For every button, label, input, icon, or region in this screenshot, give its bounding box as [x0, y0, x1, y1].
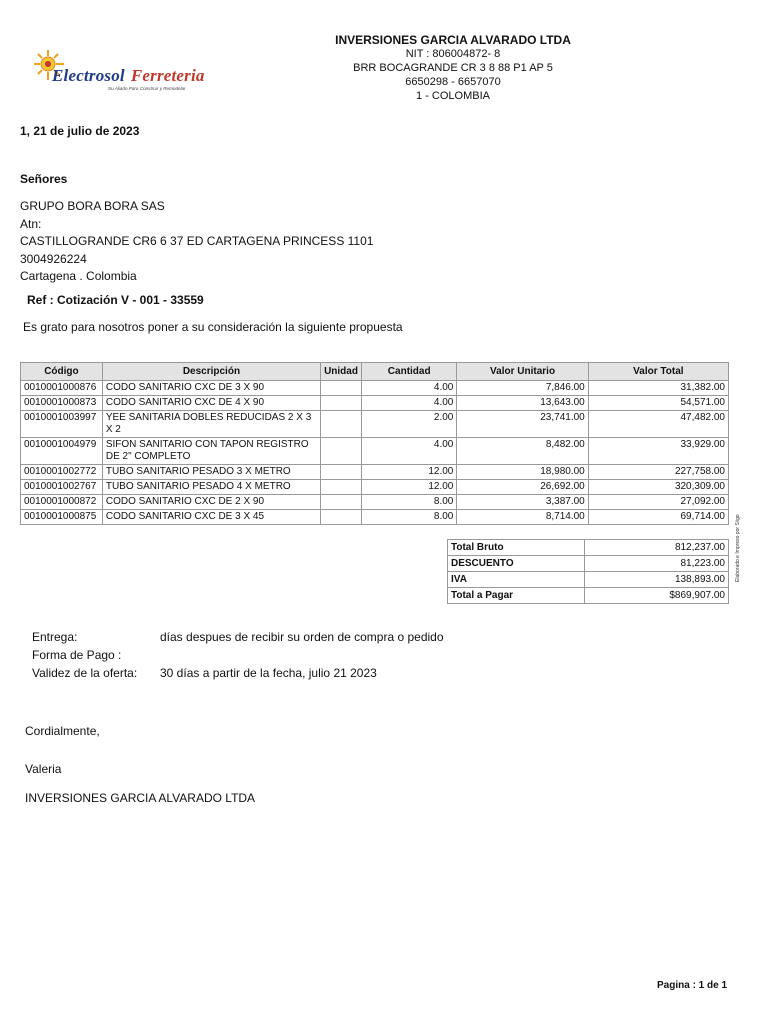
cell-cantidad: 8.00 — [362, 510, 457, 525]
total-a-pagar-label: Total a Pagar — [448, 588, 585, 604]
cell-unidad — [321, 510, 362, 525]
logo-name-main: Electrosol — [52, 66, 125, 85]
totals-table — [447, 539, 729, 604]
logo-tagline: Su Aliado Para Construir y Remodelar — [108, 86, 186, 91]
cell-descripcion: TUBO SANITARIO PESADO 3 X METRO — [102, 465, 320, 480]
cell-cantidad: 12.00 — [362, 480, 457, 495]
cell-cantidad: 8.00 — [362, 495, 457, 510]
company-country: 1 - COLOMBIA — [416, 90, 490, 102]
total-bruto-value: 812,237.00 — [585, 540, 729, 556]
quote-reference: Ref : Cotización V - 001 - 33559 — [27, 293, 204, 307]
col-header-cantidad: Cantidad — [362, 363, 457, 381]
col-header-valor-total: Valor Total — [588, 363, 728, 381]
logo-wordmark — [52, 66, 205, 86]
page-number: Pagina : 1 de 1 — [657, 980, 728, 991]
client-address: CASTILLOGRANDE CR6 6 37 ED CARTAGENA PRINCESS 1101 — [20, 234, 374, 248]
cell-unidad — [321, 438, 362, 465]
cell-valor-unitario: 7,846.00 — [457, 381, 588, 396]
cell-cantidad: 4.00 — [362, 396, 457, 411]
cell-valor-unitario: 8,714.00 — [457, 510, 588, 525]
cell-unidad — [321, 480, 362, 495]
cell-codigo: 0010001002767 — [21, 480, 103, 495]
items-table — [20, 362, 729, 525]
col-header-valor-unitario: Valor Unitario — [457, 363, 588, 381]
table-row — [21, 510, 729, 525]
iva-label: IVA — [448, 572, 585, 588]
descuento-label: DESCUENTO — [448, 556, 585, 572]
terms-label: Validez de la oferta: — [32, 666, 138, 680]
cell-valor-total: 69,714.00 — [588, 510, 728, 525]
cell-valor-total: 33,929.00 — [588, 438, 728, 465]
cell-unidad — [321, 396, 362, 411]
cell-valor-unitario: 8,482.00 — [457, 438, 588, 465]
cell-descripcion: CODO SANITARIO CXC DE 3 X 45 — [102, 510, 320, 525]
closing-text: Cordialmente, — [25, 724, 100, 738]
cell-codigo: 0010001003997 — [21, 411, 103, 438]
cell-unidad — [321, 465, 362, 480]
table-row — [21, 480, 729, 495]
terms-row-validez — [32, 666, 444, 684]
cell-codigo: 0010001000872 — [21, 495, 103, 510]
terms-value: días despues de recibir su orden de compra o pedido — [160, 630, 444, 644]
signer-company: INVERSIONES GARCIA ALVARADO LTDA — [25, 791, 256, 805]
terms-block — [32, 630, 444, 684]
cell-valor-total: 227,758.00 — [588, 465, 728, 480]
iva-value: 138,893.00 — [585, 572, 729, 588]
descuento-value: 81,223.00 — [585, 556, 729, 572]
cell-unidad — [321, 381, 362, 396]
col-header-codigo: Código — [21, 363, 103, 381]
intro-text: Es grato para nosotros poner a su consideración la siguiente propuesta — [23, 320, 403, 334]
terms-row-entrega — [32, 630, 444, 648]
company-name: INVERSIONES GARCIA ALVARADO LTDA — [335, 33, 571, 47]
table-row — [21, 495, 729, 510]
total-bruto-label: Total Bruto — [448, 540, 585, 556]
cell-codigo: 0010001000873 — [21, 396, 103, 411]
cell-descripcion: CODO SANITARIO CXC DE 2 X 90 — [102, 495, 320, 510]
company-nit: NIT : 806004872- 8 — [405, 48, 501, 60]
cell-unidad — [321, 495, 362, 510]
salutation: Señores — [20, 172, 68, 186]
totals-row — [448, 588, 729, 604]
cell-valor-total: 47,482.00 — [588, 411, 728, 438]
signer-name: Valeria — [25, 762, 62, 776]
company-header — [268, 33, 638, 103]
terms-label: Entrega: — [32, 630, 78, 644]
cell-cantidad: 4.00 — [362, 381, 457, 396]
cell-unidad — [321, 411, 362, 438]
company-phones: 6650298 - 6657070 — [405, 76, 501, 88]
totals-row — [448, 556, 729, 572]
logo-name-accent: Ferreteria — [130, 66, 205, 85]
cell-valor-total: 31,382.00 — [588, 381, 728, 396]
table-row — [21, 396, 729, 411]
client-city: Cartagena . Colombia — [20, 269, 137, 283]
table-header-row — [21, 363, 729, 381]
cell-descripcion: YEE SANITARIA DOBLES REDUCIDAS 2 X 3 X 2 — [102, 411, 320, 438]
cell-valor-total: 320,309.00 — [588, 480, 728, 495]
cell-valor-total: 27,092.00 — [588, 495, 728, 510]
table-row — [21, 411, 729, 438]
cell-codigo: 0010001002772 — [21, 465, 103, 480]
terms-row-forma-pago — [32, 648, 444, 666]
total-a-pagar-value: $869,907.00 — [585, 588, 729, 604]
table-row — [21, 465, 729, 480]
company-address: BRR BOCAGRANDE CR 3 8 88 P1 AP 5 — [353, 62, 553, 74]
client-attn: Atn: — [20, 216, 42, 231]
cell-cantidad: 4.00 — [362, 438, 457, 465]
cell-descripcion: CODO SANITARIO CXC DE 4 X 90 — [102, 396, 320, 411]
table-row — [21, 381, 729, 396]
cell-valor-unitario: 18,980.00 — [457, 465, 588, 480]
cell-descripcion: TUBO SANITARIO PESADO 4 X METRO — [102, 480, 320, 495]
cell-valor-total: 54,571.00 — [588, 396, 728, 411]
cell-descripcion: CODO SANITARIO CXC DE 3 X 90 — [102, 381, 320, 396]
cell-valor-unitario: 23,741.00 — [457, 411, 588, 438]
col-header-descripcion: Descripción — [102, 363, 320, 381]
cell-valor-unitario: 26,692.00 — [457, 480, 588, 495]
side-note: Elaborado e Impreso por Siigo — [735, 514, 741, 582]
document-date: 1, 21 de julio de 2023 — [20, 124, 140, 138]
cell-valor-unitario: 13,643.00 — [457, 396, 588, 411]
client-phone: 3004926224 — [20, 251, 87, 266]
cell-cantidad: 2.00 — [362, 411, 457, 438]
client-block — [20, 198, 373, 286]
terms-value: 30 días a partir de la fecha, julio 21 2023 — [160, 666, 377, 680]
client-name: GRUPO BORA BORA SAS — [20, 199, 165, 213]
table-row — [21, 438, 729, 465]
totals-row — [448, 540, 729, 556]
cell-codigo: 0010001000876 — [21, 381, 103, 396]
cell-codigo: 0010001000875 — [21, 510, 103, 525]
cell-valor-unitario: 3,387.00 — [457, 495, 588, 510]
cell-cantidad: 12.00 — [362, 465, 457, 480]
terms-label: Forma de Pago : — [32, 648, 122, 662]
cell-descripcion: SIFON SANITARIO CON TAPON REGISTRO DE 2" COMPLETO — [102, 438, 320, 465]
col-header-unidad: Unidad — [321, 363, 362, 381]
cell-codigo: 0010001004979 — [21, 438, 103, 465]
totals-row — [448, 572, 729, 588]
